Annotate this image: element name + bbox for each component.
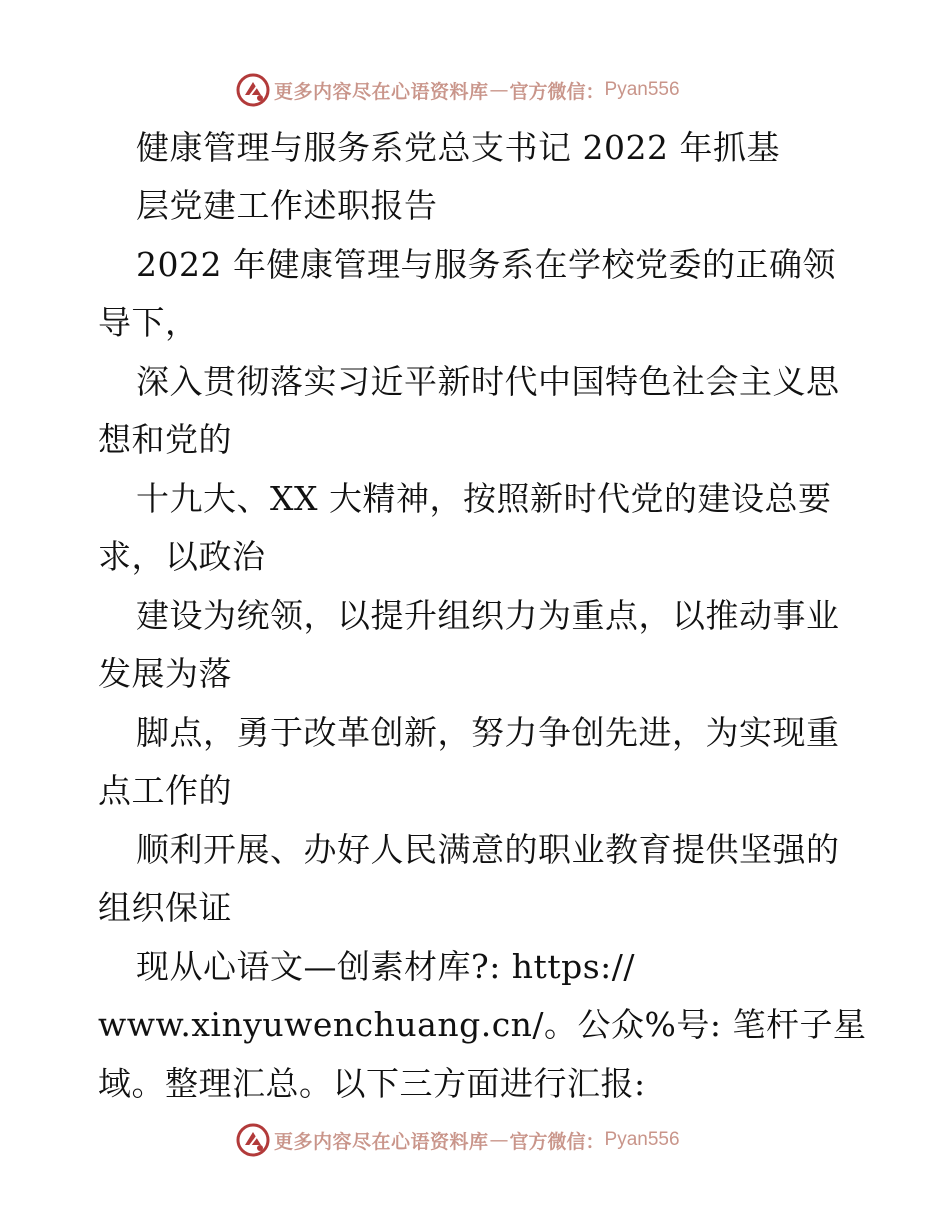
- watermark-wechat-label: 官方微信：: [509, 80, 605, 103]
- paragraph-line: 脚点，勇于改革创新，努力争创先进，为实现重: [136, 713, 840, 752]
- brand-logo-icon: [236, 73, 270, 107]
- paragraph-line: 导下，: [98, 303, 199, 342]
- paragraph-line: 求，以政治: [98, 537, 266, 576]
- paragraph-line: 想和党的: [98, 420, 232, 459]
- brand-logo-icon: [236, 1123, 270, 1157]
- watermark-separator: —: [489, 1129, 509, 1151]
- paragraph-line: 顺利开展、办好人民满意的职业教育提供坚强的: [136, 830, 840, 869]
- paragraph-line: 建设为统领，以提升组织力为重点，以推动事业: [136, 596, 840, 635]
- paragraph-line: 2022 年健康管理与服务系在学校党委的正确领: [136, 245, 836, 284]
- paragraph-line: 点工作的: [98, 771, 232, 810]
- paragraph-line: 发展为落: [98, 654, 232, 693]
- watermark-wechat-label: 官方微信：: [509, 1130, 605, 1153]
- footer-watermark: [236, 1122, 680, 1158]
- paragraph-line: 深入贯彻落实习近平新时代中国特色社会主义思: [136, 362, 840, 401]
- header-watermark: [236, 72, 680, 108]
- document-title-line-2: 层党建工作述职报告: [136, 186, 438, 225]
- watermark-wechat-id: Pyan556: [604, 79, 680, 100]
- watermark-text: 更多内容尽在心语资料库: [274, 80, 489, 103]
- paragraph-line: 域。整理汇总。以下三方面进行汇报:: [98, 1064, 646, 1103]
- watermark-separator: —: [489, 79, 509, 101]
- paragraph-line: 现从心语文—创素材库?: https://: [136, 947, 635, 986]
- watermark-text: 更多内容尽在心语资料库: [274, 1130, 489, 1153]
- paragraph-line: 十九大、XX 大精神，按照新时代党的建设总要: [136, 479, 832, 518]
- paragraph-line: www.xinyuwenchuang.cn/。公众%号: 笔杆子星: [98, 1005, 867, 1044]
- paragraph-line: 组织保证: [98, 888, 232, 927]
- watermark-wechat-id: Pyan556: [604, 1129, 680, 1150]
- document-title-line-1: 健康管理与服务系党总支书记 2022 年抓基: [136, 128, 780, 167]
